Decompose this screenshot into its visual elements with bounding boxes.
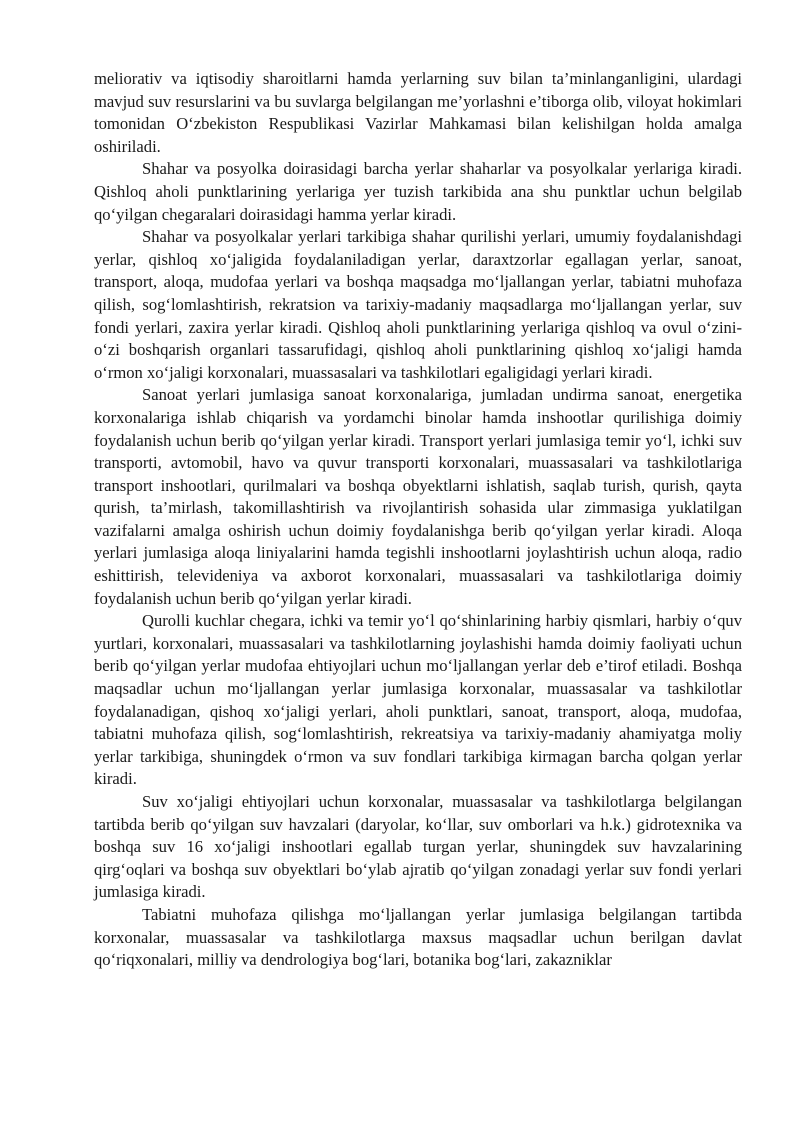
document-page (94, 68, 742, 972)
paragraph-1: meliorativ va iqtisodiy sharoitlarni hamda yerlarning suv bilan ta’minlanganligini, ulardagi mavjud suv resurslarini va bu suvlarga belgilangan me’yorlashni e’tiborga olib, viloyat hokimlari tomonidan O‘zbekiston Respublikasi Vazirlar Mahkamasi bilan kelishilgan holda amalga oshiriladi. (94, 69, 742, 156)
paragraph-5: Qurolli kuchlar chegara, ichki va temir yo‘l qo‘shinlarining harbiy qismlari, harbiy o‘quv yurtlari, korxonalari, muassasalari va tashkilotlarning joylashishi hamda doimiy faoliyati uchun berib qo‘yilgan yerlar mudofaa ehtiyojlari uchun mo‘ljallangan yerlar deb e’tirof etiladi. Boshqa maqsadlar uchun mo‘ljallangan yerlar jumlasiga korxonalar, muassasalar va tashkilotlar foydalanadigan, qishoq xo‘jaligi yerlari, aholi punktlari, sanoat, transport, aloqa, mudofaa, tabiatni muhofaza qilish, sog‘lomlashtirish, rekreatsiya va tarixiy-madaniy ahamiyatga moliy yerlar tarkibiga, shuningdek o‘rmon va suv fondlari tarkibiga kirmagan barcha qolgan yerlar kiradi. (94, 611, 742, 789)
paragraph-2: Shahar va posyolka doirasidagi barcha yerlar shaharlar va posyolkalar yerlariga kiradi. Qishloq aholi punktlarining yerlariga yer tuzish tarkibida ana shu punktlar uchun belgilab qo‘yilgan chegaralari doirasidagi hamma yerlar kiradi. (94, 159, 742, 224)
paragraph-7: Tabiatni muhofaza qilishga mo‘ljallangan yerlar jumlasiga belgilangan tartibda korxonalar, muassasalar va tashkilotlarga maxsus maqsadlar uchun berilgan davlat qo‘riqxonalari, milliy va dendrologiya bog‘lari, botanika bog‘lari, zakazniklar (94, 904, 742, 970)
paragraph-3: Shahar va posyolkalar yerlari tarkibiga shahar qurilishi yerlari, umumiy foydalanishdagi yerlar, qishloq xo‘jaligida foydalaniladigan yerlar, daraxtzorlar egallagan yerlar, sanoat, transport, aloqa, mudofaa yerlari va boshqa maqsadga mo‘ljallangan yerlar, tabiatni muhofaza qilish, sog‘lomlashtirish, rekratsion va tarixiy-madaniy maqsadlarga mo‘ljallangan yerlar, suv fondi yerlari, zaxira yerlar kiradi. Qishloq aholi punktlarining yerlariga qishloq va ovul o‘zini-o‘zi boshqarish organlari tassarufidagi, qishloq aholi punktlarining qishloq xo‘jaligi hamda o‘rmon xo‘jaligi korxonalari, muassasalari va tashkilotlari egaligidagi yerlari kiradi. (94, 227, 742, 382)
paragraph-6: Suv xo‘jaligi ehtiyojlari uchun korxonalar, muassasalar va tashkilotlarga belgilangan tartibda berib qo‘yilgan suv havzalari (daryolar, ko‘llar, suv omborlari va h.k.) gidrotexnika va boshqa suv 16 xo‘jaligi inshootlari egallab turgan yerlar, shuningdek suv havzalarining qirg‘oqlari va boshqa suv obyektlari bo‘ylab ajratib qo‘yilgan zonadagi yerlar suv fondi yerlari jumlasiga kiradi. (94, 792, 742, 902)
paragraph-4: Sanoat yerlari jumlasiga sanoat korxonalariga, jumladan undirma sanoat, energetika korxonalariga ishlab chiqarish va yordamchi binolar hamda inshootlar qurilishiga doimiy foydalanish uchun berib qo‘yilgan yerlar kiradi. Transport yerlari jumlasiga temir yo‘l, ichki suv transporti, avtomobil, havo va quvur transporti korxonalari, muassasalari va tashkilotlariga transport inshootlari, qurilmalari va boshqa obyektlarni ishlatish, saqlab turish, qurish, qayta qurish, ta’mirlash, takomillashtirish va rivojlantirish sohasida ular zimmasiga yuklatilgan vazifalarni amalga oshirish uchun doimiy foydalanishga berib qo‘yilgan yerlar kiradi. Aloqa yerlari jumlasiga aloqa liniyalarini hamda tegishli inshootlarni joylashtirish uchun aloqa, radio eshittirish, televideniya va axborot korxonalari, muassasalari va tashkilotlariga doimiy foydalanish uchun berib qo‘yilgan yerlar kiradi. (94, 385, 742, 608)
